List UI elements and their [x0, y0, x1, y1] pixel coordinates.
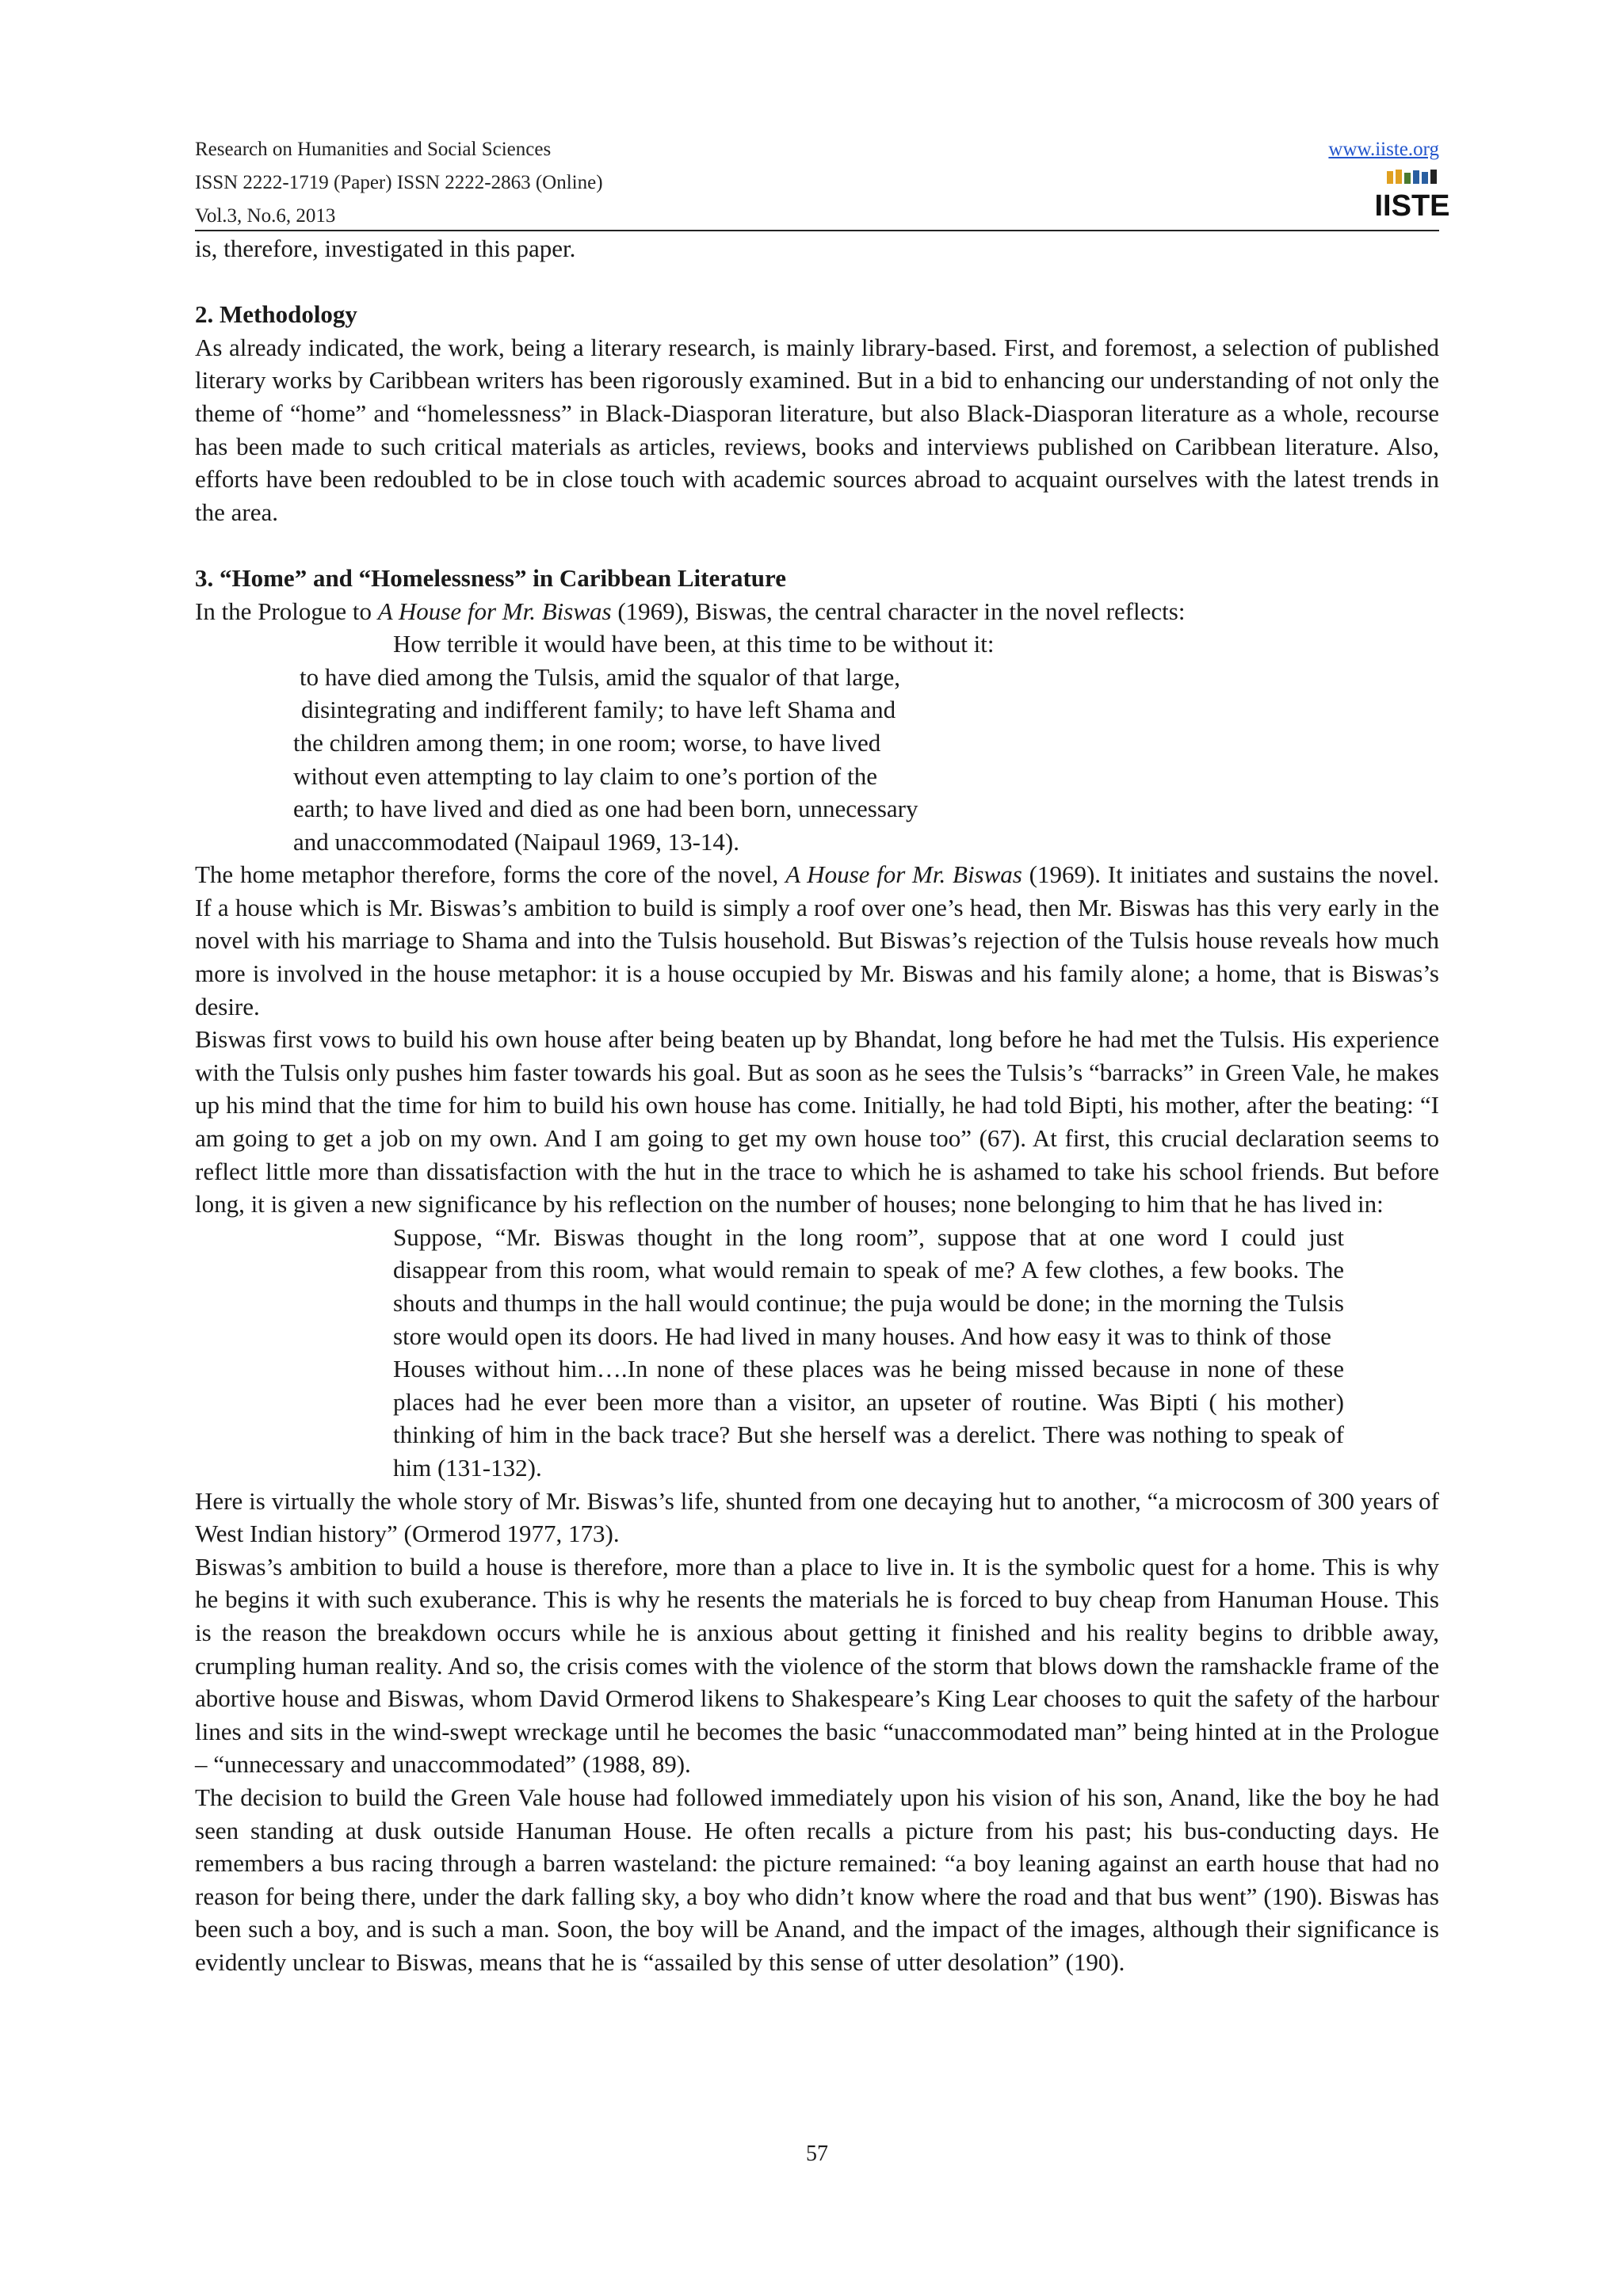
section-3-intro: In the Prologue to A House for Mr. Biswas (1969), Biswas, the central character in the novel reflects:	[195, 597, 1186, 625]
running-header	[195, 136, 1450, 231]
quote-line: disintegrating and indifferent family; to have left Shama and	[301, 696, 896, 724]
journal-url-link[interactable]: www.iiste.org	[1328, 139, 1439, 160]
prologue-quotation	[195, 627, 1439, 858]
quote-line: to have died among the Tulsis, amid the squalor of that large,	[300, 662, 900, 691]
quote-line: and unaccommodated (Naipaul 1969, 13-14).	[293, 827, 739, 856]
quote-line: earth; to have lived and died as one had been born, unnecessary	[293, 795, 918, 823]
volume-line: Vol.3, No.6, 2013	[195, 205, 336, 227]
section-2-heading: 2. Methodology	[195, 300, 357, 329]
paragraph-green-vale: The decision to build the Green Vale house had followed immediately upon his vision of his son, Anand, like the boy he had seen standing at dusk outside Hanuman House. He often recalls a picture from his past; his bus-conducting days. He remembers a bus racing through a barren wasteland: the picture remained: “a boy leaning against an earth house that had no reason for being there, under the dark falling sky, a boy who didn’t know where the road and that bus went” (190). Biswas has been such a boy, and is such a man. Soon, the boy will be Anand, and the impact of the images, although their significance is evidently unclear to Biswas, means that he is “assailed by this sense of utter desolation” (190).	[195, 1783, 1439, 1976]
paragraph-first-vows: Biswas first vows to build his own house after being beaten up by Bhandat, long before he had met the Tulsis. His experience with the Tulsis only pushes him faster towards his goal. But as soon as he sees the Tulsis’s “barracks” in Green Vale, he makes up his mind that the time for him to build his own house has come. Initially, he had told Bipti, his mother, after the beating: “I am going to get a job on my own. And I am going to get my own house too” (67). At first, this crucial declaration seems to reflect little more than dissatisfaction with the hut in the trace to which he is ashamed to take his school friends. But before long, it is given a new significance by his reflection on the number of houses; none belonging to him that he has lived in:	[195, 1025, 1439, 1219]
section-3-heading: 3. “Home” and “Homelessness” in Caribbean Literature	[195, 563, 786, 592]
quote-paragraph: Houses without him….In none of these places was he being missed because in none of these places had he ever been more than a visitor, an upseter of routine. Was Bipti ( his mother) thinking of him in the back trace? But she herself was a derelict. There was nothing to speak of him (131-132).	[393, 1355, 1344, 1482]
quote-line: without even attempting to lay claim to one’s portion of the	[293, 761, 877, 790]
paragraph-ambition: Biswas’s ambition to build a house is therefore, more than a place to live in. It is the symbolic quest for a home. This is why he begins it with such exuberance. This is why he resents the materials he is forced to buy cheap from Hanuman House. This is the reason the breakdown occurs while he is anxious about getting it finished and his reality begins to dribble away, crumpling human reality. And so, the crisis comes with the violence of the storm that blows down the ramshackle frame of the abortive house and Biswas, whom David Ormerod likens to Shakespeare’s King Lear chooses to quit the safety of the harbour lines and sits in the wind-swept wreckage until he becomes the basic “unaccommodated man” being hinted at in the Prologue – “unnecessary and unaccommodated” (1988, 89).	[195, 1552, 1439, 1779]
paragraph-whole-story: Here is virtually the whole story of Mr. Biswas’s life, shunted from one decaying hut to another, “a microcosm of 300 years of West Indian history” (Ormerod 1977, 173).	[195, 1486, 1439, 1548]
block-quotation	[393, 1221, 1537, 1485]
issn-line: ISSN 2222-1719 (Paper) ISSN 2222-2863 (Online)	[195, 172, 603, 193]
quote-paragraph: Suppose, “Mr. Biswas thought in the long room”, suppose that at one word I could just disappear from this room, what would remain to speak of me? A few clothes, a few books. The shouts and thumps in the hall would continue; the puja would be done; in the morning the Tulsis store would open its doors. He had lived in many houses. And how easy it was to think of those	[393, 1222, 1344, 1350]
paragraph-home-metaphor: The home metaphor therefore, forms the core of the novel, A House for Mr. Biswas (1969). It initiates and sustains the novel. If a house which is Mr. Biswas’s ambition to build is simply a roof over one’s head, then Mr. Biswas has this very early in the novel with his marriage to Shama and into the Tulsis household. But Biswas’s rejection of the Tulsis house reveals how much more is involved in the house metaphor: it is a house occupied by Mr. Biswas and his family alone; a home, that is Biswas’s desire.	[195, 860, 1439, 1020]
journal-title: Research on Humanities and Social Sciences	[195, 139, 552, 160]
quote-line: How terrible it would have been, at this time to be without it:	[393, 630, 995, 658]
continuation-text: is, therefore, investigated in this paper.	[195, 235, 576, 262]
methodology-paragraph: As already indicated, the work, being a literary research, is mainly library-based. First, and foremost, a selection of published literary works by Caribbean writers has been rigorously examined. But in a bid to enhancing our understanding of not only the theme of “home” and “homelessness” in Black-Diasporan literature, but also Black-Diasporan literature as a whole, recourse has been made to such critical materials as articles, reviews, books and interviews published on Caribbean literature. Also, efforts have been redoubled to be in close touch with academic sources abroad to acquaint ourselves with the latest trends in the area.	[195, 333, 1439, 526]
svg-text:IISTE: IISTE	[1374, 189, 1450, 223]
header-rule	[195, 230, 1439, 231]
iiste-logo	[1374, 168, 1450, 223]
quote-line: the children among them; in one room; worse, to have lived	[293, 728, 881, 757]
page-number: 57	[806, 2142, 828, 2166]
article-body	[195, 232, 1439, 1978]
